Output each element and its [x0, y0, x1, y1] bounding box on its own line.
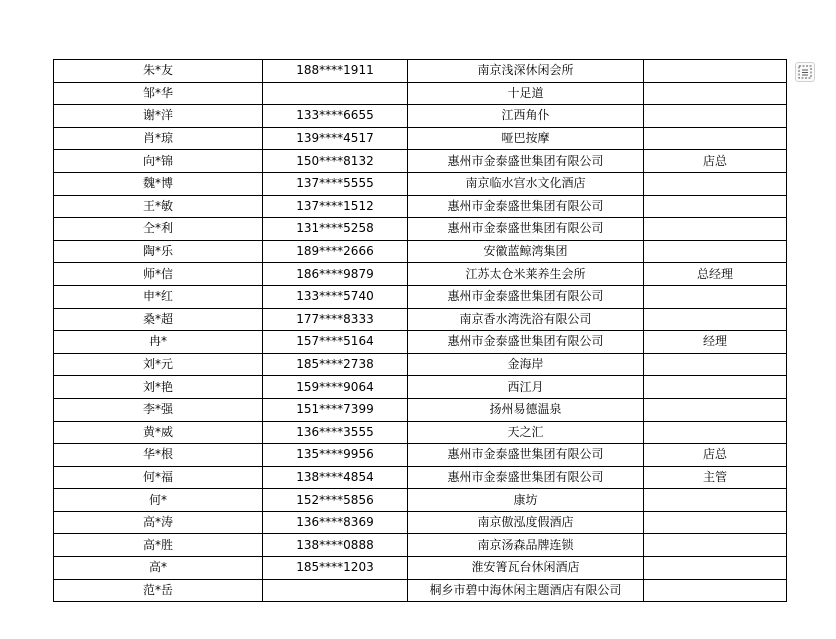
contact-table — [53, 59, 787, 602]
phone-cell: 185****1203 — [263, 557, 408, 580]
company-cell: 南京香水湾洗浴有限公司 — [408, 308, 644, 331]
company-cell: 南京浅深休闲会所 — [408, 60, 644, 83]
phone-cell: 185****2738 — [263, 353, 408, 376]
company-cell: 金海岸 — [408, 353, 644, 376]
contact-table-body — [54, 60, 787, 602]
table-select-icon[interactable] — [795, 62, 815, 82]
table-row — [54, 557, 787, 580]
title-cell: 店总 — [644, 150, 787, 173]
table-row — [54, 579, 787, 602]
title-cell — [644, 218, 787, 241]
company-cell: 惠州市金泰盛世集团有限公司 — [408, 331, 644, 354]
title-cell — [644, 579, 787, 602]
title-cell — [644, 557, 787, 580]
table-row — [54, 376, 787, 399]
company-cell: 十足道 — [408, 82, 644, 105]
company-cell: 惠州市金泰盛世集团有限公司 — [408, 285, 644, 308]
table-row — [54, 240, 787, 263]
phone-cell: 139****4517 — [263, 127, 408, 150]
phone-cell — [263, 579, 408, 602]
name-cell: 刘*艳 — [54, 376, 263, 399]
title-cell — [644, 353, 787, 376]
phone-cell: 186****9879 — [263, 263, 408, 286]
name-cell: 华*根 — [54, 444, 263, 467]
name-cell: 高*涛 — [54, 511, 263, 534]
table-row — [54, 511, 787, 534]
title-cell — [644, 127, 787, 150]
table-row — [54, 172, 787, 195]
name-cell: 高*胜 — [54, 534, 263, 557]
company-cell: 西江月 — [408, 376, 644, 399]
company-cell: 南京汤森品牌连锁 — [408, 534, 644, 557]
table-row — [54, 218, 787, 241]
name-cell: 李*强 — [54, 398, 263, 421]
name-cell: 邹*华 — [54, 82, 263, 105]
phone-cell: 135****9956 — [263, 444, 408, 467]
phone-cell: 133****5740 — [263, 285, 408, 308]
table-select-icon-graphic — [798, 65, 812, 79]
name-cell: 刘*元 — [54, 353, 263, 376]
phone-cell: 137****5555 — [263, 172, 408, 195]
title-cell — [644, 60, 787, 83]
table-row — [54, 308, 787, 331]
phone-cell: 159****9064 — [263, 376, 408, 399]
name-cell: 肖*琼 — [54, 127, 263, 150]
company-cell: 惠州市金泰盛世集团有限公司 — [408, 150, 644, 173]
title-cell — [644, 195, 787, 218]
table-row — [54, 150, 787, 173]
phone-cell: 188****1911 — [263, 60, 408, 83]
table-row — [54, 263, 787, 286]
title-cell — [644, 82, 787, 105]
title-cell — [644, 308, 787, 331]
title-cell: 总经理 — [644, 263, 787, 286]
title-cell — [644, 511, 787, 534]
table-row — [54, 285, 787, 308]
name-cell: 何*福 — [54, 466, 263, 489]
phone-cell: 137****1512 — [263, 195, 408, 218]
table-row — [54, 489, 787, 512]
table-row — [54, 353, 787, 376]
title-cell — [644, 172, 787, 195]
title-cell — [644, 421, 787, 444]
table-row — [54, 82, 787, 105]
title-cell — [644, 240, 787, 263]
name-cell: 陶*乐 — [54, 240, 263, 263]
company-cell: 桐乡市碧中海休闲主题酒店有限公司 — [408, 579, 644, 602]
phone-cell: 131****5258 — [263, 218, 408, 241]
name-cell: 黄*威 — [54, 421, 263, 444]
name-cell: 王*敏 — [54, 195, 263, 218]
title-cell: 经理 — [644, 331, 787, 354]
name-cell: 朱*友 — [54, 60, 263, 83]
phone-cell: 151****7399 — [263, 398, 408, 421]
table-row — [54, 398, 787, 421]
table-row — [54, 444, 787, 467]
table-row — [54, 331, 787, 354]
name-cell: 何* — [54, 489, 263, 512]
name-cell: 师*信 — [54, 263, 263, 286]
phone-cell: 138****4854 — [263, 466, 408, 489]
name-cell: 谢*洋 — [54, 105, 263, 128]
table-row — [54, 421, 787, 444]
name-cell: 范*岳 — [54, 579, 263, 602]
name-cell: 高* — [54, 557, 263, 580]
table-row — [54, 195, 787, 218]
phone-cell: 152****5856 — [263, 489, 408, 512]
company-cell: 江苏太仓米莱养生会所 — [408, 263, 644, 286]
table-row — [54, 127, 787, 150]
name-cell: 向*锦 — [54, 150, 263, 173]
company-cell: 康坊 — [408, 489, 644, 512]
phone-cell — [263, 82, 408, 105]
table-row — [54, 534, 787, 557]
company-cell: 惠州市金泰盛世集团有限公司 — [408, 195, 644, 218]
phone-cell: 189****2666 — [263, 240, 408, 263]
table-row — [54, 105, 787, 128]
table-row — [54, 60, 787, 83]
name-cell: 桑*超 — [54, 308, 263, 331]
name-cell: 冉* — [54, 331, 263, 354]
phone-cell: 150****8132 — [263, 150, 408, 173]
name-cell: 魏*博 — [54, 172, 263, 195]
company-cell: 淮安箐瓦台休闲酒店 — [408, 557, 644, 580]
phone-cell: 157****5164 — [263, 331, 408, 354]
name-cell: 申*红 — [54, 285, 263, 308]
company-cell: 南京傲泓度假酒店 — [408, 511, 644, 534]
title-cell — [644, 489, 787, 512]
company-cell: 南京临水宫水文化酒店 — [408, 172, 644, 195]
company-cell: 哑巴按摩 — [408, 127, 644, 150]
company-cell: 惠州市金泰盛世集团有限公司 — [408, 466, 644, 489]
title-cell — [644, 398, 787, 421]
phone-cell: 136****8369 — [263, 511, 408, 534]
title-cell: 主管 — [644, 466, 787, 489]
title-cell — [644, 105, 787, 128]
table-row — [54, 466, 787, 489]
title-cell: 店总 — [644, 444, 787, 467]
company-cell: 江西角仆 — [408, 105, 644, 128]
phone-cell: 133****6655 — [263, 105, 408, 128]
company-cell: 惠州市金泰盛世集团有限公司 — [408, 218, 644, 241]
title-cell — [644, 376, 787, 399]
company-cell: 天之汇 — [408, 421, 644, 444]
phone-cell: 138****0888 — [263, 534, 408, 557]
phone-cell: 177****8333 — [263, 308, 408, 331]
name-cell: 仝*利 — [54, 218, 263, 241]
company-cell: 扬州易德温泉 — [408, 398, 644, 421]
company-cell: 惠州市金泰盛世集团有限公司 — [408, 444, 644, 467]
company-cell: 安徽蓝鲸湾集团 — [408, 240, 644, 263]
title-cell — [644, 534, 787, 557]
title-cell — [644, 285, 787, 308]
phone-cell: 136****3555 — [263, 421, 408, 444]
